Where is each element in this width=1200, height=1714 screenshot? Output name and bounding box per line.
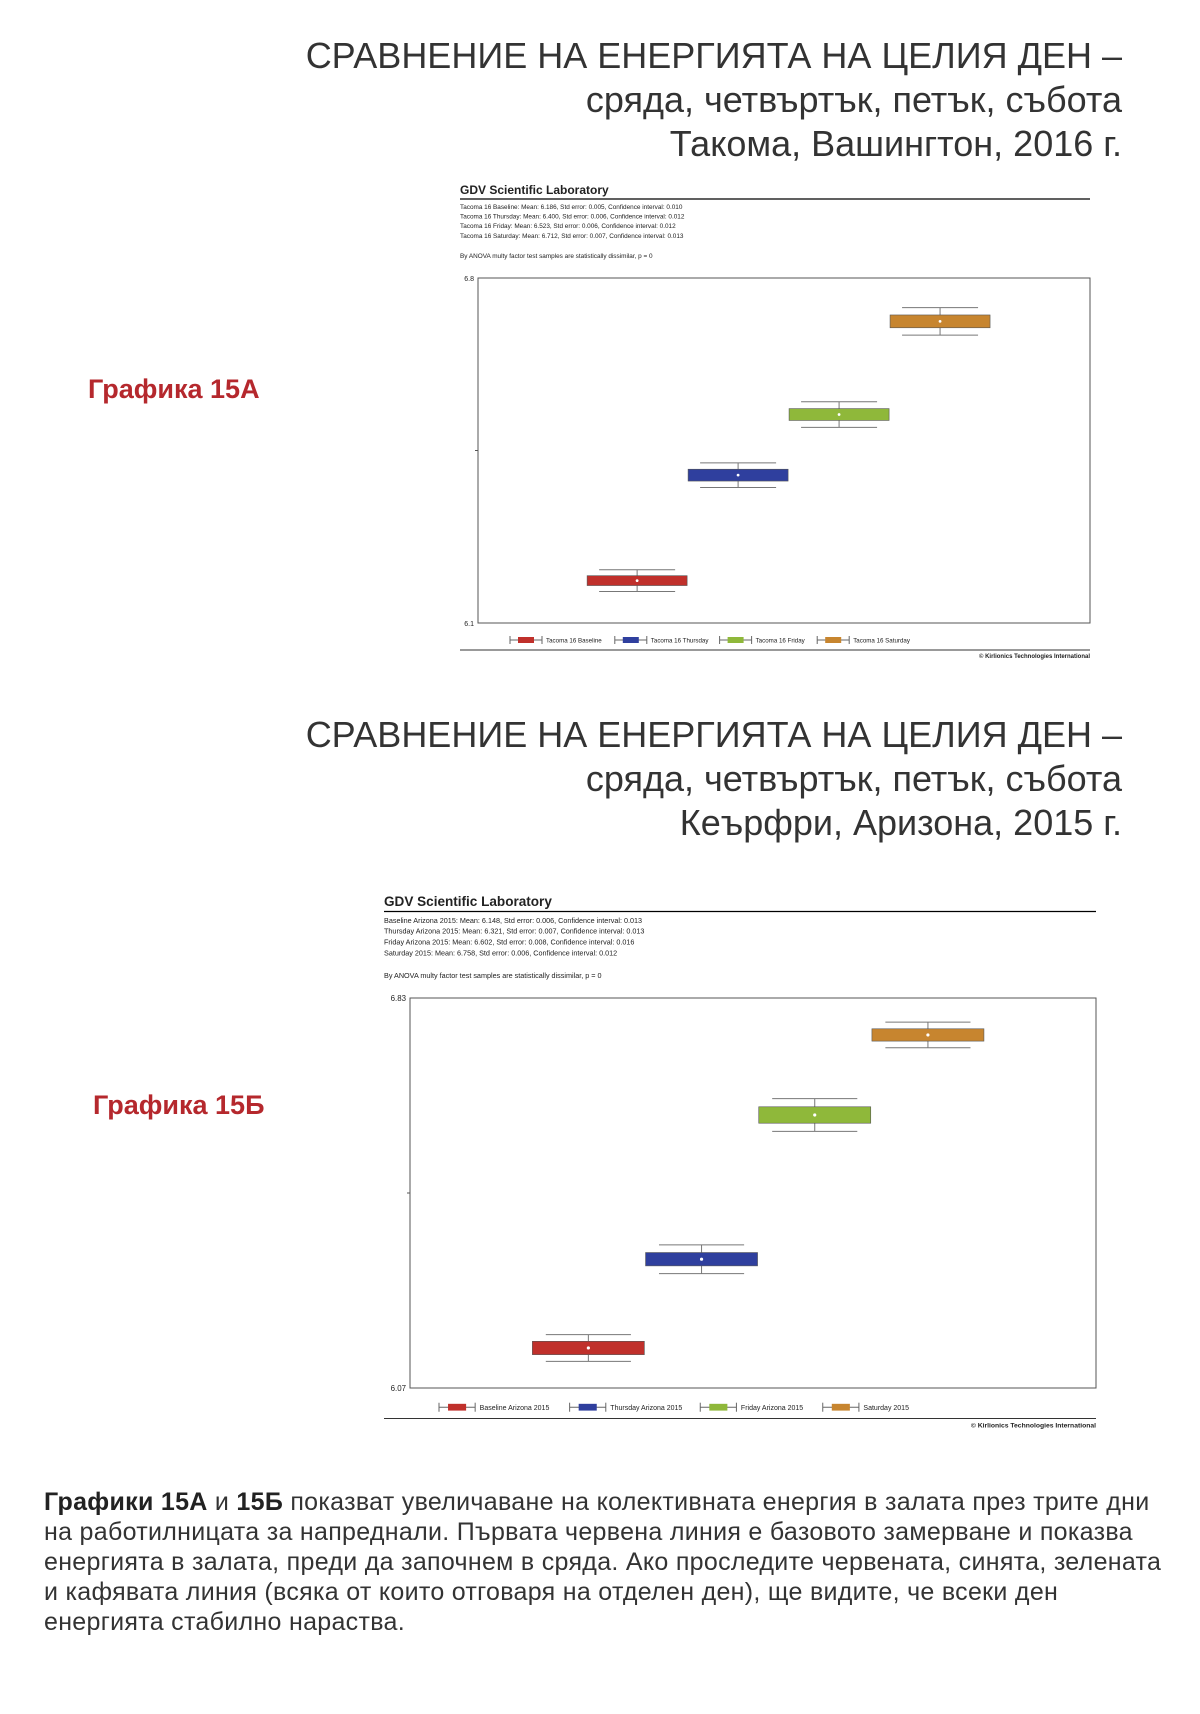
chart-header: GDV Scientific Laboratory — [460, 183, 609, 197]
title-b-line-1: СРАВНЕНИЕ НА ЕНЕРГИЯТА НА ЦЕЛИЯ ДЕН – — [305, 714, 1122, 755]
legend-label: Friday Arizona 2015 — [740, 1405, 804, 1413]
title-a-line-3: Такома, Вашингтон, 2016 г. — [669, 123, 1122, 164]
legend-swatch — [579, 1404, 597, 1411]
chart-title-b — [306, 713, 1122, 845]
caption-bold-2: 15Б — [236, 1488, 284, 1516]
stats-line: Thursday Arizona 2015: Mean: 6.321, Std error: 0.007, Confidence interval: 0.013 — [384, 926, 645, 936]
title-b-line-2: сряда, четвъртък, петък, събота — [585, 758, 1122, 799]
legend-swatch — [518, 637, 534, 643]
legend-swatch — [825, 637, 841, 643]
graph-label-15b: Графика 15Б — [93, 1090, 265, 1120]
y-tick-label-top: 6.83 — [390, 994, 406, 1003]
stats-line: Tacoma 16 Friday: Mean: 6.523, Std error: 0.006, Confidence interval: 0.012 — [460, 223, 676, 231]
caption-paragraph — [44, 1487, 1164, 1637]
mean-dot — [939, 320, 942, 323]
title-a-line-1: СРАВНЕНИЕ НА ЕНЕРГИЯТА НА ЦЕЛИЯ ДЕН – — [305, 35, 1122, 76]
stats-line: Friday Arizona 2015: Mean: 6.602, Std error: 0.008, Confidence interval: 0.016 — [384, 937, 635, 947]
legend-label: Tacoma 16 Baseline — [546, 637, 602, 645]
stats-line: Tacoma 16 Saturday: Mean: 6.712, Std error: 0.007, Confidence interval: 0.013 — [460, 232, 684, 240]
legend-label: Tacoma 16 Friday — [755, 637, 805, 645]
copyright: © Kirlionics Technologies International — [979, 654, 1090, 660]
graph-label-15a: Графика 15А — [88, 374, 260, 404]
legend-swatch — [623, 637, 639, 643]
anova-text: By ANOVA multy factor test samples are statistically dissimilar, p = 0 — [384, 971, 602, 981]
caption-mid: и — [214, 1488, 230, 1516]
stats-line: Saturday 2015: Mean: 6.758, Std error: 0.006, Confidence interval: 0.012 — [384, 948, 618, 958]
legend-label: Tacoma 16 Thursday — [650, 637, 709, 645]
legend-swatch — [832, 1404, 850, 1411]
chart-15a — [460, 180, 1100, 660]
title-b-line-3: Кеърфри, Аризона, 2015 г. — [679, 802, 1122, 843]
mean-dot — [737, 474, 740, 477]
legend-label: Saturday 2015 — [863, 1405, 909, 1413]
legend-swatch — [709, 1404, 727, 1411]
y-tick-label-bottom: 6.1 — [464, 621, 474, 628]
anova-text: By ANOVA multy factor test samples are statistically dissimilar, p = 0 — [460, 253, 653, 260]
stats-line: Tacoma 16 Baseline: Mean: 6.186, Std error: 0.005, Confidence interval: 0.010 — [460, 204, 683, 211]
mean-dot — [813, 1113, 816, 1116]
legend-label: Baseline Arizona 2015 — [479, 1405, 550, 1413]
chart-header: GDV Scientific Laboratory — [384, 893, 552, 909]
plot-frame — [410, 998, 1096, 1388]
stats-line: Tacoma 16 Thursday: Mean: 6.400, Std error: 0.006, Confidence interval: 0.012 — [460, 213, 685, 221]
legend-label: Thursday Arizona 2015 — [610, 1405, 683, 1413]
caption-bold-1: Графики 15А — [44, 1488, 208, 1516]
legend-label: Tacoma 16 Saturday — [853, 637, 910, 645]
mean-dot — [636, 579, 639, 582]
y-tick-label-top: 6.8 — [464, 276, 474, 283]
plot-frame — [478, 278, 1090, 623]
chart-15b — [384, 890, 1104, 1430]
mean-dot — [838, 413, 841, 416]
mean-dot — [700, 1258, 703, 1261]
copyright: © Kirlionics Technologies International — [970, 1422, 1096, 1430]
y-tick-label-bottom: 6.07 — [390, 1384, 406, 1393]
title-a-line-2: сряда, четвъртък, петък, събота — [585, 79, 1122, 120]
chart-title-a — [306, 34, 1122, 166]
stats-line: Baseline Arizona 2015: Mean: 6.148, Std error: 0.006, Confidence interval: 0.013 — [384, 915, 643, 925]
legend-swatch — [728, 637, 744, 643]
mean-dot — [926, 1033, 929, 1036]
mean-dot — [587, 1346, 590, 1349]
legend-swatch — [448, 1404, 466, 1411]
caption-text: показват увеличаване на колективната енергия в залата през трите дни на работилницата за напреднали. Първата червена линия е базовото замерване и показва енергията в залата, преди да започнем в сряда. Ако проследите червената, синята, зелената и кафявата линия (всяка от които отговаря на отделен ден), ще видите, че всеки ден енергията стабилно нараства. — [44, 1488, 1162, 1636]
